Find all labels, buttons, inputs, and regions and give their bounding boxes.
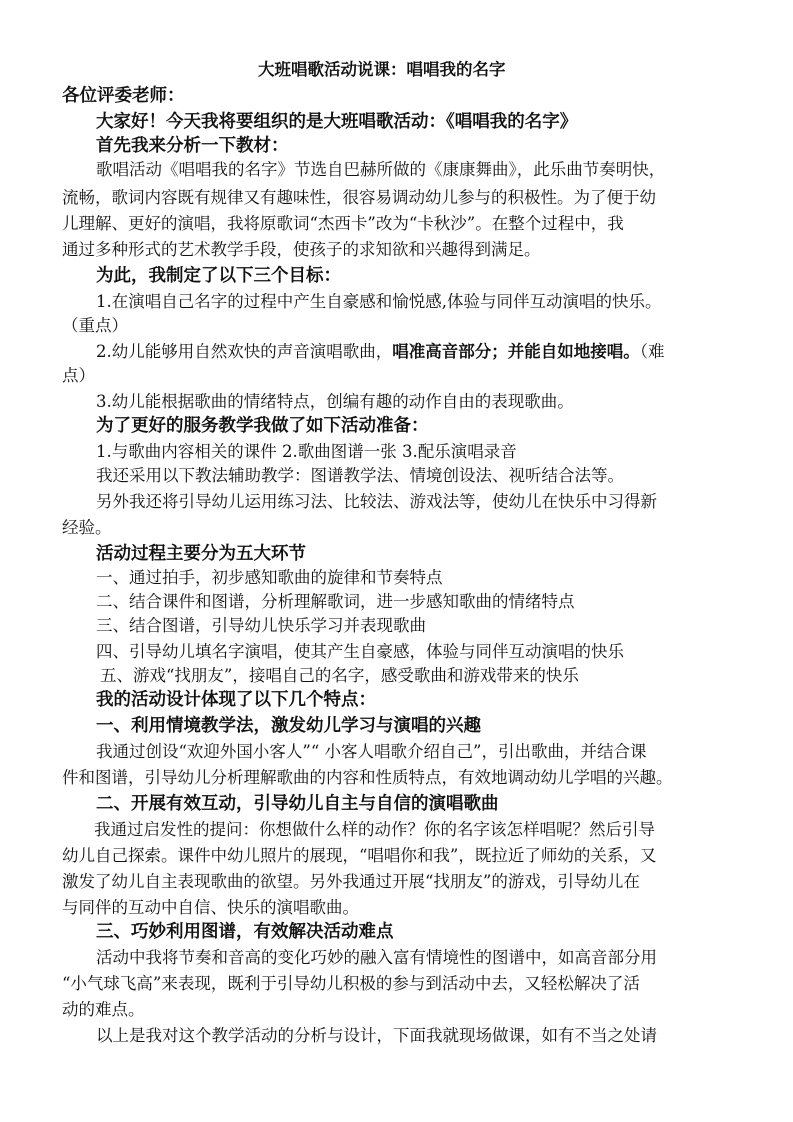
section-material-heading: 首先我来分析一下教材： bbox=[96, 136, 289, 156]
feature-3-line: 活动中我将节奏和音高的变化巧妙的融入富有情境性的图谱中，如高音部分用 bbox=[96, 948, 657, 967]
paragraph-line: 儿理解、更好的演唱，我将原歌词“杰西卡”改为“卡秋沙”。在整个过程中，我 bbox=[62, 214, 624, 233]
document-title: 大班唱歌活动说课：唱唱我的名字 bbox=[258, 60, 506, 79]
goal-2 bbox=[96, 340, 665, 364]
feature-2-line: 幼儿自己探索。课件中幼儿照片的展现，“唱唱你和我”，既拉近了师幼的关系，又 bbox=[62, 846, 657, 865]
feature-1-title: 一、利用情境教学法，激发幼儿学习与演唱的兴趣 bbox=[96, 716, 481, 736]
feature-1-line: 件和图谱，引导幼儿分析理解歌曲的内容和性质特点，有效地调动幼儿学唱的兴趣。 bbox=[62, 768, 673, 787]
goal-1-tag: （重点） bbox=[62, 316, 128, 335]
learning-methods: 另外我还将引导幼儿运用练习法、比较法、游戏法等，使幼儿在快乐中习得新 bbox=[96, 492, 657, 511]
goal-1: 1.在演唱自己名字的过程中产生自豪感和愉悦感,体验与同伴互动演唱的快乐。 bbox=[96, 292, 662, 311]
teaching-methods: 我还采用以下教法辅助教学：图谱教学法、情境创设法、视听结合法等。 bbox=[96, 466, 624, 485]
feature-2-title: 二、开展有效互动，引导幼儿自主与自信的演唱歌曲 bbox=[96, 794, 499, 814]
learning-methods-end: 经验。 bbox=[62, 518, 112, 537]
closing-line: 以上是我对这个教学活动的分析与设计，下面我就现场做课，如有不当之处请 bbox=[96, 1026, 657, 1045]
process-step: 一、通过拍手，初步感知歌曲的旋律和节奏特点 bbox=[96, 568, 443, 587]
paragraph-line: 流畅，歌词内容既有规律又有趣味性，很容易调动幼儿参与的积极性。为了便于幼 bbox=[62, 188, 656, 207]
section-goals-heading: 为此，我制定了以下三个目标： bbox=[96, 266, 341, 286]
feature-2-line: 我通过启发性的提问：你想做什么样的动作？你的名字该怎样唱呢？然后引导 bbox=[94, 820, 655, 839]
feature-3-line: 动的难点。 bbox=[62, 1000, 145, 1019]
feature-1-line: 我通过创设“欢迎外国小客人”“ 小客人唱歌介绍自己”，引出歌曲，并结合课 bbox=[96, 742, 647, 761]
greeting: 大家好！今天我将要组织的是大班唱歌活动：《唱唱我的名字》 bbox=[96, 112, 578, 132]
goal-3: 3.幼儿能根据歌曲的情绪特点，创编有趣的动作自由的表现歌曲。 bbox=[96, 392, 574, 411]
paragraph-line: 通过多种形式的艺术教学手段，使孩子的求知欲和兴趣得到满足。 bbox=[62, 240, 541, 259]
feature-2-line: 激发了幼儿自主表现歌曲的欲望。另外我通过开展“找朋友”的游戏，引导幼儿在 bbox=[62, 872, 640, 891]
paragraph-line: 歌唱活动《唱唱我的名字》节选自巴赫所做的《康康舞曲》，此乐曲节奏明快， bbox=[96, 160, 666, 179]
process-step: 五、游戏“找朋友”，接唱自己的名字，感受歌曲和游戏带来的快乐 bbox=[100, 666, 579, 685]
process-step: 二、结合课件和图谱，分析理解歌词，进一步感知歌曲的情绪特点 bbox=[96, 592, 575, 611]
prep-items: 1.与歌曲内容相关的课件 2.歌曲图谱一张 3.配乐演唱录音 bbox=[96, 442, 517, 461]
feature-3-title: 三、巧妙利用图谱，有效解决活动难点 bbox=[96, 922, 394, 942]
feature-3-line: “小气球飞高”来表现，既利于引导幼儿积极的参与到活动中去，又轻松解决了活 bbox=[62, 974, 640, 993]
section-process-heading: 活动过程主要分为五大环节 bbox=[96, 544, 306, 564]
section-prep-heading: 为了更好的服务教学我做了如下活动准备： bbox=[96, 416, 429, 436]
goal-2-text: 2.幼儿能够用自然欢快的声音演唱歌曲， bbox=[96, 342, 393, 361]
goal-2-emphasis: 唱准高音部分；并能自如地接唱。 bbox=[392, 342, 640, 361]
process-step: 三、结合图谱，引导幼儿快乐学习并表现歌曲 bbox=[96, 616, 426, 635]
salutation: 各位评委老师： bbox=[62, 86, 185, 106]
goal-2-tag-end: 点） bbox=[62, 366, 95, 385]
goal-2-tag: （难 bbox=[639, 342, 665, 361]
process-step: 四、引导幼儿填名字演唱，使其产生自豪感，体验与同伴互动演唱的快乐 bbox=[96, 642, 624, 661]
feature-2-line: 与同伴的互动中自信、快乐的演唱歌曲。 bbox=[62, 898, 359, 917]
section-features-heading: 我的活动设计体现了以下几个特点： bbox=[96, 690, 376, 710]
